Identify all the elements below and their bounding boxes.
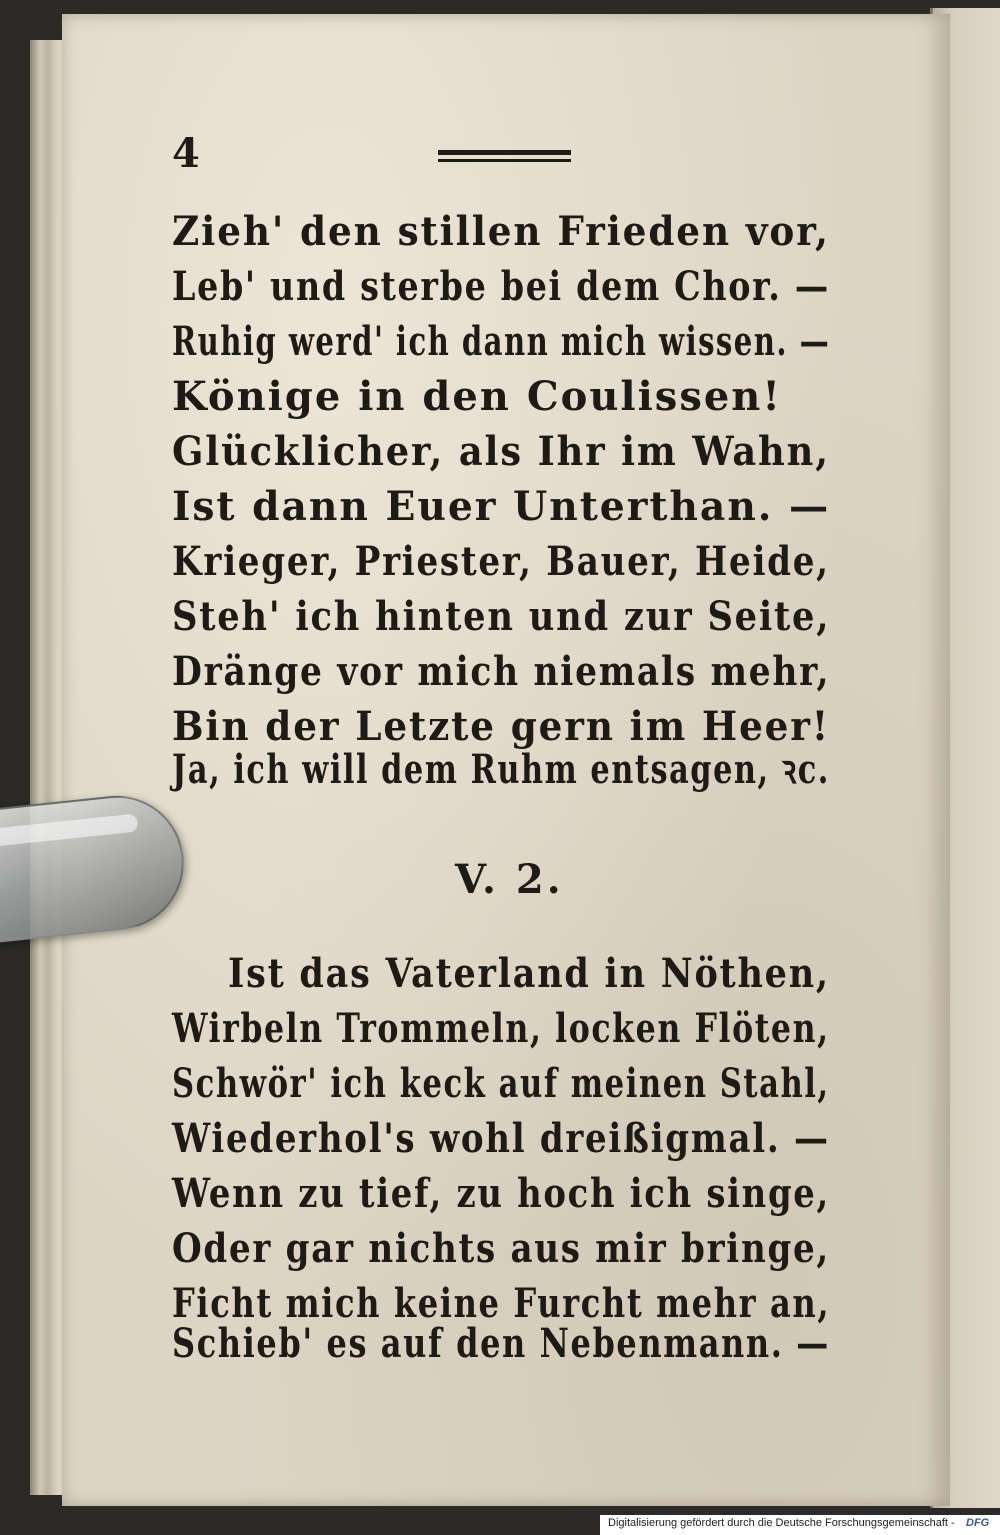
verse-line: Wiederhol's wohl dreißigmal. — bbox=[172, 1115, 830, 1162]
verse-line: Oder gar nichts aus mir bringe, bbox=[172, 1225, 831, 1272]
header-rule-thin bbox=[438, 159, 571, 162]
verse-line: Ist das Vaterland in Nöthen, bbox=[228, 950, 830, 997]
verse-line: Könige in den Coulissen! bbox=[172, 373, 782, 420]
verse-line: Leb' und sterbe bei dem Chor. — bbox=[172, 263, 830, 310]
dfg-logo: DFG bbox=[966, 1517, 990, 1529]
verse-line: Schieb' es auf den Nebenmann. — bbox=[172, 1320, 830, 1367]
verse-line: Wenn zu tief, zu hoch ich singe, bbox=[172, 1170, 831, 1217]
verse-line: Ja, ich will dem Ruhm entsagen, ꝛc. bbox=[172, 746, 830, 793]
verse-line: Glücklicher, als Ihr im Wahn, bbox=[172, 428, 830, 475]
verse-line: Wirbeln Trommeln, locken Flöten, bbox=[172, 1005, 830, 1052]
verse-line: Krieger, Priester, Bauer, Heide, bbox=[172, 538, 830, 585]
verse-line: Ficht mich keine Furcht mehr an, bbox=[172, 1280, 831, 1327]
header-rule-thick bbox=[438, 150, 571, 155]
section-heading: V. 2. bbox=[455, 856, 564, 903]
verse-line: Ruhig werd' ich dann mich wissen. — bbox=[172, 318, 831, 365]
verse-line: Dränge vor mich niemals mehr, bbox=[172, 648, 831, 695]
page-number: 4 bbox=[172, 130, 200, 177]
verse-line: Schwör' ich keck auf meinen Stahl, bbox=[172, 1060, 830, 1107]
verse-line: Zieh' den stillen Frieden vor, bbox=[172, 208, 830, 255]
verse-line: Steh' ich hinten und zur Seite, bbox=[172, 593, 831, 640]
verse-line: Ist dann Euer Unterthan. — bbox=[172, 483, 831, 530]
verse-line: Bin der Letzte gern im Heer! bbox=[172, 703, 831, 750]
funding-notice: Digitalisierung gefördert durch die Deutsche Forschungsgemeinschaft - bbox=[608, 1517, 955, 1529]
